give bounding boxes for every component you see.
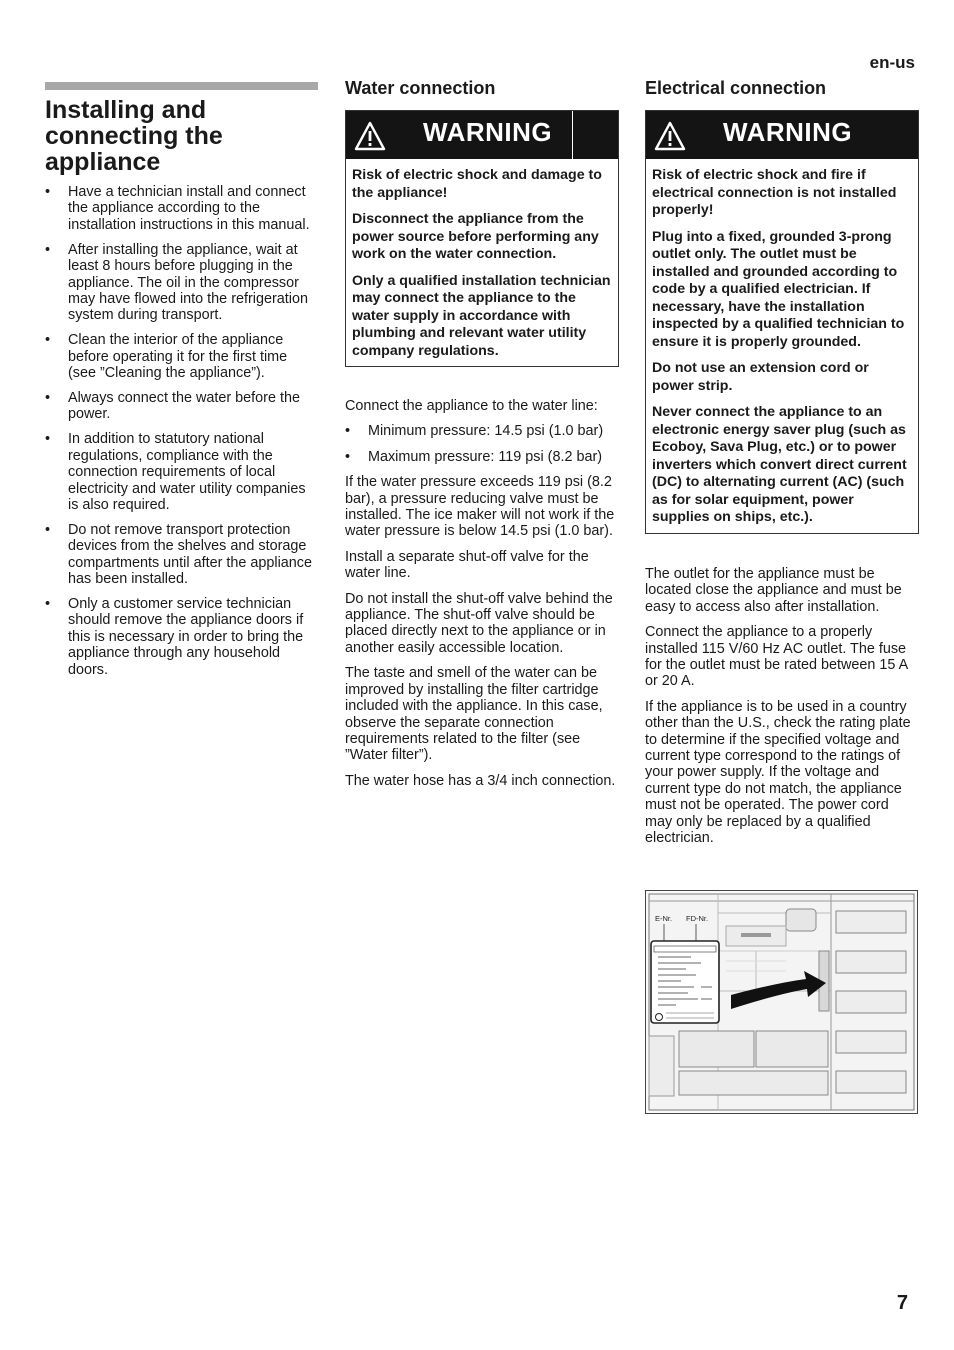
installation-bullet-list: [45, 184, 318, 686]
warning-triangle-icon: [354, 121, 386, 151]
paragraph: The taste and smell of the water can be improved by installing the filter cartridge included with the appliance. In this case, observe the separate connection requirements related to the filter (see ”Water filter”).: [345, 665, 603, 764]
list-item: • Minimum pressure: 14.5 psi (1.0 bar): [345, 423, 619, 439]
warning-label: WARNING: [423, 117, 553, 147]
rating-plate-illustration: [645, 890, 918, 1114]
rating-plate: [651, 941, 719, 1023]
list-item: • Only a customer service technician should remove the appliance doors if this is necessary in order to bring the appliance through any household doors.: [45, 596, 318, 678]
enr-label: E-Nr.: [655, 914, 673, 923]
warning-text: Never connect the appliance to an electronic energy saver plug (such as Ecoboy, Sava Plug, etc.) or to power inverters which convert direct current (DC) to alternating current (AC) (such as for solar equipment, power supplies on ships, etc.).: [652, 404, 907, 525]
paragraph: Connect the appliance to a properly installed 115 V/60 Hz AC outlet. The fuse for the outlet must be rated between 15 A or 20 A.: [645, 624, 908, 690]
warning-label: WARNING: [723, 117, 853, 147]
warning-text: Plug into a fixed, grounded 3-prong outlet only. The outlet must be installed and grounded according to code by a qualified electrician. If necessary, have the installation inspected by a qualified technician to ensure it is properly grounded.: [652, 228, 905, 350]
list-item: • Have a technician install and connect the appliance according to the installation instructions in this manual.: [45, 184, 318, 233]
language-code: en-us: [869, 53, 915, 72]
list-item: • Clean the interior of the appliance before operating it for the first time (see ”Cleaning the appliance”).: [45, 332, 318, 381]
warning-text: Risk of electric shock and fire if electrical connection is not installed properly!: [652, 167, 897, 218]
title-line: connecting the: [45, 122, 223, 150]
warning-header: [646, 111, 918, 159]
pressure-list: [345, 423, 619, 465]
list-item: • Do not remove transport protection devices from the shelves and storage compartments until after the appliance has been installed.: [45, 522, 318, 588]
warning-text: Do not use an extension cord or power strip.: [652, 360, 869, 394]
fdnr-label: FD-Nr.: [686, 914, 709, 923]
paragraph: If the appliance is to be used in a country other than the U.S., check the rating plate to determine if the specified voltage and current type correspond to the ratings of your power supply. If the voltage and current type do not match, the appliance must not be operated. The power cord may only be replaced by a qualified electrician.: [645, 698, 911, 847]
header-divider: [572, 111, 573, 159]
water-connection-heading: Water connection: [345, 78, 496, 98]
paragraph: The outlet for the appliance must be located close the appliance and must be easy to access also after installation.: [645, 566, 902, 615]
water-warning-box: [345, 110, 619, 367]
title-line: appliance: [45, 148, 161, 176]
paragraph: If the water pressure exceeds 119 psi (8.2 bar), a pressure reducing valve must be installed. The ice maker will not work if the water pressure is below 14.5 psi (1.0 bar).: [345, 474, 615, 540]
warning-body: [346, 159, 618, 366]
section-title: [45, 97, 318, 175]
title-line: Installing and: [45, 96, 207, 124]
list-item: • Maximum pressure: 119 psi (8.2 bar): [345, 449, 619, 465]
electrical-connection-heading: Electrical connection: [645, 78, 827, 98]
list-item: • In addition to statutory national regulations, compliance with the connection requirements of local electricity and water utility companies is also required.: [45, 431, 318, 513]
warning-text: Disconnect the appliance from the power source before performing any work on the water connection.: [352, 211, 599, 262]
warning-triangle-icon: [654, 121, 686, 151]
paragraph: Install a separate shut-off valve for the water line.: [345, 548, 589, 582]
water-connection-body: [345, 398, 619, 798]
warning-body: [646, 159, 918, 533]
refrigerator-interior-drawing: [646, 891, 917, 1113]
paragraph: The water hose has a 3/4 inch connection.: [345, 772, 616, 789]
warning-header: [346, 111, 618, 159]
list-item: • After installing the appliance, wait at least 8 hours before plugging in the appliance. The oil in the compressor may have flowed into the refrigeration system during transport.: [45, 242, 318, 324]
warning-text: Only a qualified installation technician may connect the appliance to the water supply in accordance with plumbing and relevant water utility company regulations.: [352, 272, 611, 359]
page-number: 7: [896, 1292, 908, 1314]
list-item: • Always connect the water before the power.: [45, 390, 318, 423]
paragraph: Do not install the shut-off valve behind the appliance. The shut-off valve should be placed directly next to the appliance or in another easily accessible location.: [345, 590, 613, 656]
paragraph: Connect the appliance to the water line:: [345, 398, 598, 414]
warning-text: Risk of electric shock and damage to the appliance!: [352, 167, 602, 201]
section-rule: [45, 82, 318, 90]
electrical-warning-box: [645, 110, 919, 534]
electrical-connection-body: [645, 566, 919, 856]
